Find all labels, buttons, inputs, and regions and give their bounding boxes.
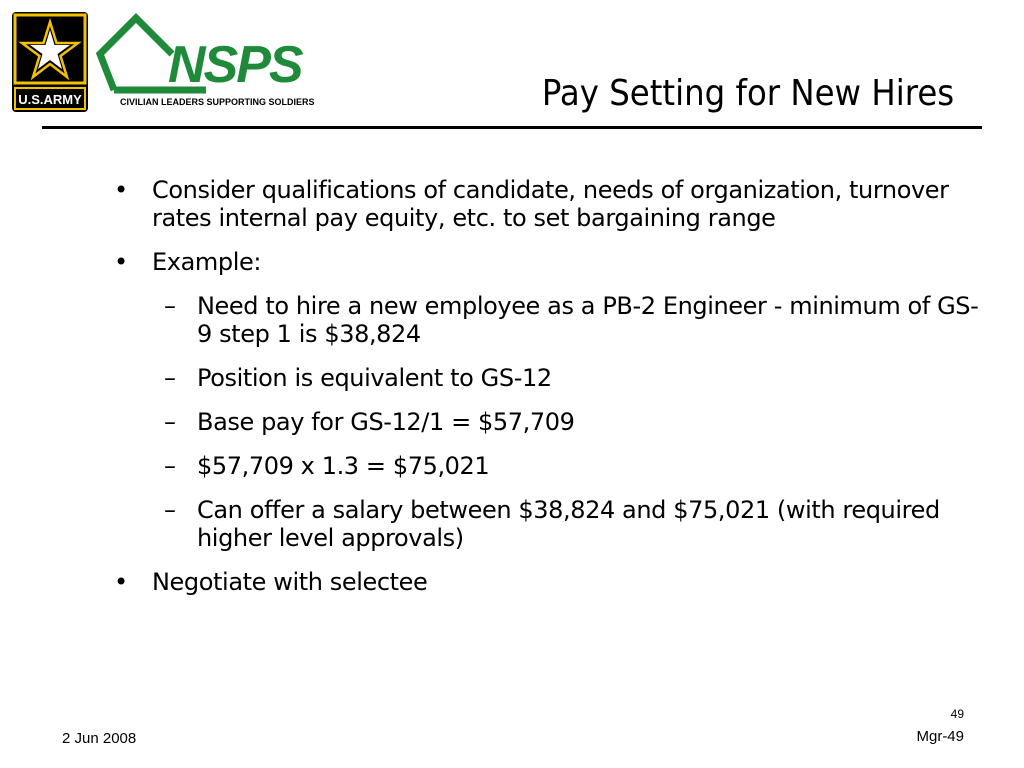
sub-bullet-marker: – [164,496,176,524]
sub-bullet-list [152,292,980,552]
bullet-marker: • [114,568,128,596]
sub-bullet-item [152,452,980,480]
sub-bullet-text: Can offer a salary between $38,824 and $75,021 (with required higher level approvals) [197,496,940,552]
nsps-house-icon [96,10,356,110]
sub-bullet-marker: – [164,364,176,392]
slide-content [110,176,980,612]
sub-bullet-marker: – [164,292,176,320]
sub-bullet-marker: – [164,408,176,436]
sub-bullet-item [152,496,980,552]
sub-bullet-item [152,292,980,348]
bullet-marker: • [114,176,128,204]
sub-bullet-text: $57,709 x 1.3 = $75,021 [197,452,490,480]
title-divider [42,126,982,129]
sub-bullet-text: Position is equivalent to GS-12 [197,364,552,392]
bullet-list [110,176,980,596]
bullet-item [110,176,980,232]
bullet-marker: • [114,248,128,276]
nsps-wordmark: NSPS [168,36,302,94]
us-army-star-icon [12,12,88,112]
sub-bullet-item [152,364,980,392]
footer-date: 2 Jun 2008 [62,730,137,747]
sub-bullet-text: Base pay for GS-12/1 = $57,709 [197,408,575,436]
sub-bullet-marker: – [164,452,176,480]
bullet-text: Example: [152,248,262,276]
army-logo-label: U.S.ARMY [18,92,82,107]
footer-slide-code: Mgr-49 [916,728,964,745]
sub-bullet-text: Need to hire a new employee as a PB-2 Engineer - minimum of GS-9 step 1 is $38,824 [197,292,979,348]
footer-page-number: 49 [950,707,964,721]
bullet-item [110,248,980,552]
sub-bullet-item [152,408,980,436]
us-army-logo [12,12,88,112]
nsps-tagline: CIVILIAN LEADERS SUPPORTING SOLDIERS [120,97,315,107]
bullet-text: Consider qualifications of candidate, needs of organization, turnover rates internal pay equity, etc. to set bargaining range [152,176,949,232]
bullet-item [110,568,980,596]
slide-title: Pay Setting for New Hires [541,73,954,114]
nsps-logo [96,10,356,110]
bullet-text: Negotiate with selectee [152,568,428,596]
